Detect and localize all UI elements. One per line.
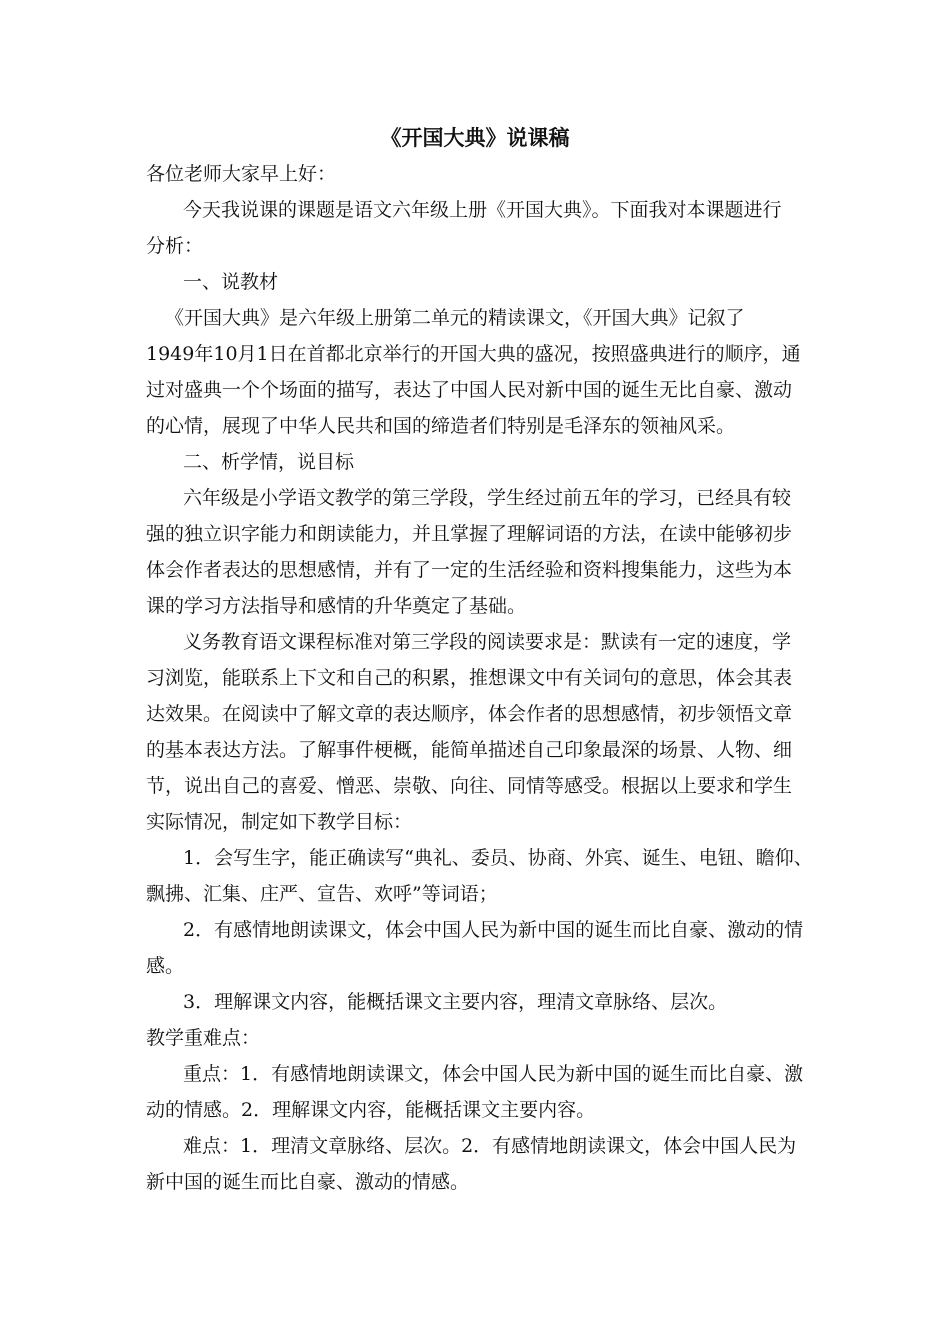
text-line: 达效果。在阅读中了解文章的表达顺序，体会作者的思想感情，初步领悟文章 — [146, 703, 793, 725]
text-line: 义务教育语文课程标准对第三学段的阅读要求是：默读有一定的速度，学 — [183, 631, 792, 653]
text-line: 《开国大典》是六年级上册第二单元的精读课文，《开国大典》记叙了 — [165, 307, 745, 329]
text-line: 的基本表达方法。了解事件梗概，能简单描述自己印象最深的场景、人物、细 — [146, 739, 793, 761]
text-line: 新中国的诞生而比自豪、激动的情感。 — [146, 1171, 470, 1193]
text-line: 重点：1．有感情地朗读课文，体会中国人民为新中国的诞生而比自豪、激 — [183, 1063, 804, 1085]
list-item: 1．会写生字，能正确读写“典礼、委员、协商、外宾、诞生、电钮、瞻仰、 — [183, 847, 813, 869]
document-title: 《开国大典》说课稿 — [380, 126, 570, 150]
text-line: 习浏览，能联系上下文和自己的积累，推想课文中有关词句的意思，体会其表 — [146, 667, 793, 689]
text-line: 实际情况，制定如下教学目标： — [146, 811, 413, 833]
list-item: 3．理解课文内容，能概括课文主要内容，理清文章脉络、层次。 — [183, 991, 728, 1013]
text-line: 过对盛典一个个场面的描写，表达了中国人民对新中国的诞生无比自豪、激动 — [146, 379, 793, 401]
text-line: 飘拂、汇集、庄严、宣告、欢呼”等词语； — [146, 883, 498, 905]
text-line: 感。 — [146, 955, 185, 977]
text-line: 的心情，展现了中华人民共和国的缔造者们特别是毛泽东的领袖风采。 — [146, 415, 736, 437]
section-heading: 教学重难点： — [146, 1027, 261, 1049]
text-line: 难点：1．理清文章脉络、层次。2．有感情地朗读课文，体会中国人民为 — [183, 1135, 797, 1157]
text-line: 六年级是小学语文教学的第三学段，学生经过前五年的学习，已经具有较 — [183, 487, 792, 509]
text-line: 动的情感。2．理解课文内容，能概括课文主要内容。 — [146, 1099, 596, 1121]
text-line: 今天我说课的课题是语文六年级上册《开国大典》。下面我对本课题进行 — [183, 199, 782, 221]
text-line: 节，说出自己的喜爱、憎恶、崇敬、向往、同情等感受。根据以上要求和学生 — [146, 775, 793, 797]
list-item: 2．有感情地朗读课文，体会中国人民为新中国的诞生而比自豪、激动的情 — [183, 919, 804, 941]
text-line: 1949年10月1日在首都北京举行的开国大典的盛况，按照盛典进行的顺序，通 — [146, 343, 801, 365]
section-heading: 二、析学情，说目标 — [183, 451, 355, 473]
text-line: 强的独立识字能力和朗读能力，并且掌握了理解词语的方法，在读中能够初步 — [146, 523, 793, 545]
text-line: 分析： — [146, 235, 204, 257]
text-line: 各位老师大家早上好： — [146, 163, 337, 185]
text-line: 体会作者表达的思想感情，并有了一定的生活经验和资料搜集能力，这些为本 — [146, 559, 793, 581]
text-line: 课的学习方法指导和感情的升华奠定了基础。 — [146, 595, 527, 617]
section-heading: 一、说教材 — [183, 271, 279, 293]
